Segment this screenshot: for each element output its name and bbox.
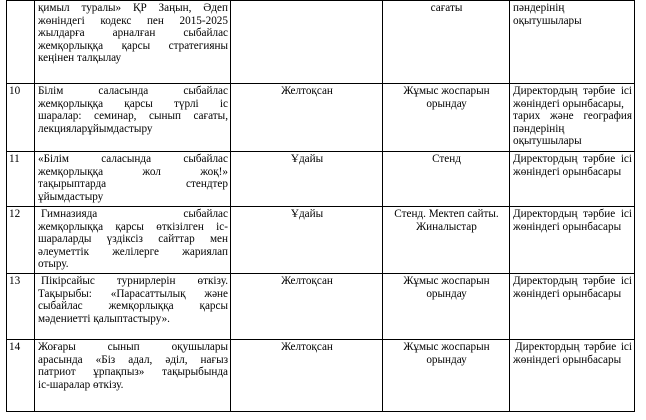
form-line: Жұмыс жоспарын	[403, 275, 490, 287]
event-line: жемқорлыққа қарсы өткізілген іс-	[38, 220, 228, 233]
event-line: лекцияларұйымдастыру	[38, 122, 153, 135]
row-number: 11	[7, 152, 35, 207]
row-number: 10	[7, 84, 35, 152]
deadline-cell: Желтоқсан	[231, 274, 383, 340]
event-line: кеңінен талқылау	[38, 52, 122, 65]
event-line: отыру.	[38, 258, 69, 271]
event-line: «Білім саласында сыбайлас	[38, 153, 228, 165]
responsible-line: Директордың тәрбие ісі	[513, 275, 632, 287]
responsible-line: пәндерінің	[513, 122, 565, 135]
event-line: ұйымдастыру	[38, 190, 104, 203]
event-line: Тақырыбы: «Парасаттылық және	[38, 287, 228, 300]
row-number	[7, 1, 35, 84]
form-cell	[383, 340, 510, 412]
form-cell	[383, 152, 510, 207]
event-line: Пікірсайыс турнирлерін өткізу.	[41, 275, 228, 287]
form-cell	[383, 207, 510, 274]
event-cell	[35, 207, 231, 274]
event-line: арасында «Біз адал, әділ, нағыз	[38, 353, 228, 366]
row-number: 13	[7, 274, 35, 340]
event-line: сыбайлас жемқорлыққа қарсы	[38, 300, 228, 313]
form-cell	[383, 274, 510, 340]
responsible-line: жөніндегі орынбасары,	[513, 97, 624, 110]
form-line: орындау	[426, 353, 467, 366]
event-line: жемқорлыққа қарсы түрлі іс	[38, 97, 228, 110]
form-line: Жұмыс жоспарын	[403, 341, 490, 353]
form-line: Стенд. Мектеп сайты.	[394, 208, 499, 220]
deadline-cell: Ұдайы	[231, 152, 383, 207]
row-number: 14	[7, 340, 35, 412]
responsible-line: Директордың тәрбие ісі	[513, 85, 632, 97]
deadline-cell	[231, 1, 383, 84]
event-line: жемқорлыққа қарсы стратегияны	[38, 39, 228, 52]
form-line: сағаты	[430, 2, 463, 14]
event-line: мәдениетті қалыптастыру».	[38, 312, 170, 325]
responsible-cell	[510, 84, 635, 152]
event-line: жемқорлыққа жол жоқ!»	[38, 165, 228, 178]
event-line: әлеуметтік желілерге жариялап	[38, 245, 228, 258]
responsible-line: Директордың тәрбие ісі	[513, 208, 632, 220]
event-line: Жоғары сынып оқушылары	[38, 341, 228, 353]
form-line: Жиналыстар	[416, 220, 477, 233]
responsible-line: жөніндегі орынбасары	[513, 165, 622, 178]
event-line: жылдарға арналған сыбайлас	[38, 27, 228, 40]
table-row	[7, 84, 635, 152]
form-line: Стенд	[432, 153, 461, 165]
responsible-cell	[510, 207, 635, 274]
form-cell	[383, 84, 510, 152]
deadline-cell: Желтоқсан	[231, 84, 383, 152]
event-line: жөніндегі кодекс пен 2015-2025	[38, 14, 228, 27]
responsible-line: Директордың тәрбие ісі	[515, 341, 632, 353]
event-line: тақырыптарда стендтер	[38, 178, 228, 191]
responsible-line: тарих және география	[513, 110, 632, 123]
responsible-line: Директордың тәрбие ісі	[513, 153, 632, 165]
event-line: шараларды үздіксіз сайттар мен	[38, 233, 228, 246]
responsible-line: оқытушылары	[513, 14, 582, 27]
responsible-cell	[510, 274, 635, 340]
event-line: патриот ұрпақпыз» тақырыбында	[38, 366, 228, 379]
deadline-cell: Ұдайы	[231, 207, 383, 274]
event-line: шаралар: семинар, сынып сағаты,	[38, 110, 228, 123]
event-cell	[35, 152, 231, 207]
form-cell	[383, 1, 510, 84]
table-row	[7, 340, 635, 412]
event-line: қимыл туралы» ҚР Заңын, Әдеп	[38, 2, 228, 14]
events-plan-table	[6, 0, 635, 412]
form-line: Жұмыс жоспарын	[403, 85, 490, 97]
form-line: орындау	[426, 287, 467, 300]
event-cell	[35, 1, 231, 84]
event-line: іс-шаралар өткізу.	[38, 378, 124, 391]
responsible-cell	[510, 1, 635, 84]
event-cell	[35, 274, 231, 340]
responsible-line: жөніндегі орынбасары	[513, 353, 622, 366]
responsible-line: пәндерінің	[513, 2, 565, 14]
responsible-line: жөніндегі орынбасары	[513, 287, 622, 300]
row-number: 12	[7, 207, 35, 274]
event-line: Гимназияда сыбайлас	[41, 208, 228, 220]
table-row	[7, 207, 635, 274]
event-cell	[35, 84, 231, 152]
responsible-line: жөніндегі орынбасары	[513, 220, 622, 233]
responsible-line: оқытушылары	[513, 135, 582, 148]
table-row	[7, 1, 635, 84]
responsible-cell	[510, 340, 635, 412]
table-row	[7, 274, 635, 340]
event-cell	[35, 340, 231, 412]
form-line: орындау	[426, 97, 467, 110]
responsible-cell	[510, 152, 635, 207]
table-row	[7, 152, 635, 207]
deadline-cell: Желтоқсан	[231, 340, 383, 412]
event-line: Білім саласында сыбайлас	[38, 85, 228, 97]
